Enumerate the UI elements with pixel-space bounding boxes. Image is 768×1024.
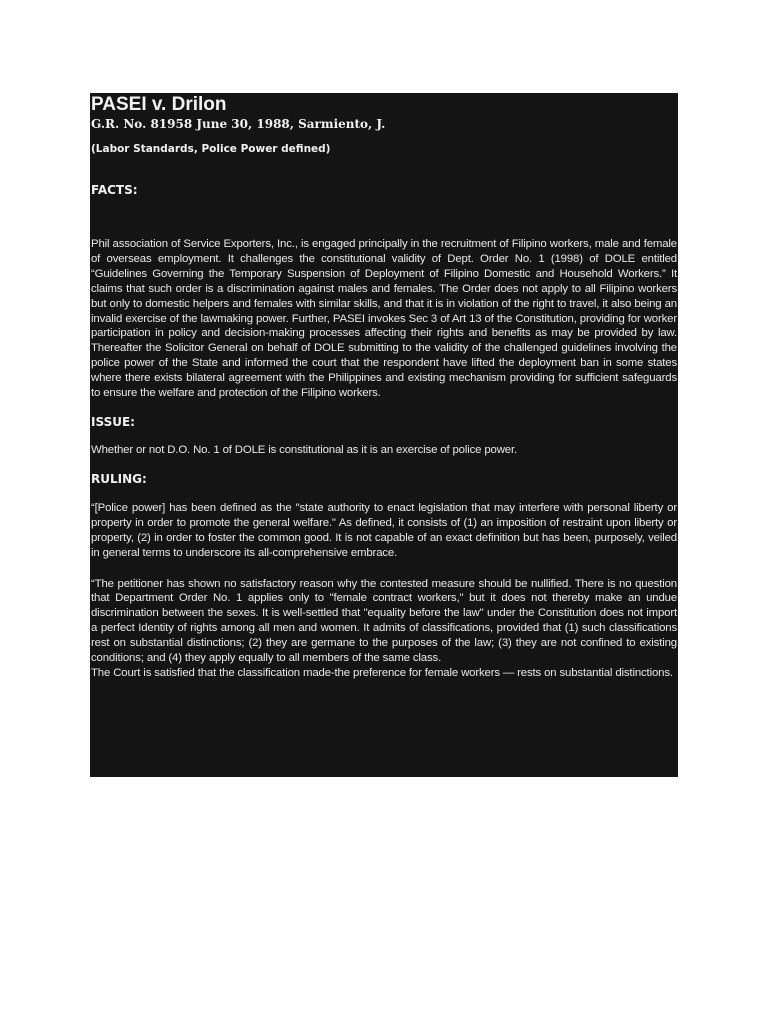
issue-paragraph: Whether or not D.O. No. 1 of DOLE is constitutional as it is an exercise of police power.	[91, 443, 518, 456]
ruling-heading: RULING:	[91, 471, 147, 486]
case-digest-block	[90, 93, 678, 777]
ruling-paragraph-1: “[Police power] has been defined as the "state authority to enact legislation that may interfere with personal liberty or property in order to promote the general welfare." As defined, it consists of (1) an imposition of restraint upon liberty or property, (2) in order to foster the common good. It is not capable of an exact definition but has been, purposely, veiled in general terms to underscore its all-comprehensive embrace.	[91, 501, 677, 559]
ruling-paragraph-3: The Court is satisfied that the classification made-the preference for female workers — rests on substantial distinctions.	[91, 666, 673, 679]
facts-paragraph: Phil association of Service Exporters, Inc., is engaged principally in the recruitment of Filipino workers, male and female of overseas employment. It challenges the constitutional validity of Dept. Order No. 1 (1998) of DOLE entitled “Guidelines Governing the Temporary Suspension of Deployment of Filipino Domestic and Household Workers.” It claims that such order is a discrimination against males and females. The Order does not apply to all Filipino workers but only to domestic helpers and females with similar skills, and that it is in violation of the right to travel, it also being an invalid exercise of the lawmaking power. Further, PASEI invokes Sec 3 of Art 13 of the Constitution, providing for worker participation in policy and decision-making processes affecting their rights and benefits as may be provided by law. Thereafter the Solicitor General on behalf of DOLE submitting to the validity of the challenged guidelines involving the police power of the State and informed the court that the respondent have lifted the deployment ban in some states where there exists bilateral agreement with the Philippines and existing mechanism providing for sufficient safeguards to ensure the welfare and protection of the Filipino workers.	[91, 238, 677, 400]
case-subtitle: (Labor Standards, Police Power defined)	[91, 143, 331, 155]
case-title: PASEI v. Drilon	[91, 94, 227, 115]
issue-heading: ISSUE:	[91, 414, 135, 429]
case-citation: G.R. No. 81958 June 30, 1988, Sarmiento, J.	[91, 117, 386, 131]
facts-heading: FACTS:	[91, 183, 138, 197]
ruling-paragraph-2: “The petitioner has shown no satisfactory reason why the contested measure should be nullified. There is no question that Department Order No. 1 applies only to "female contract workers," but it does not thereby make an undue discrimination between the sexes. It is well-settled that "equality before the law" under the Constitution does not import a perfect Identity of rights among all men and women. It admits of classifications, provided that (1) such classifications rest on substantial distinctions; (2) they are germane to the purposes of the law; (3) they are not confined to existing conditions; and (4) they apply equally to all members of the same class.	[91, 577, 677, 665]
